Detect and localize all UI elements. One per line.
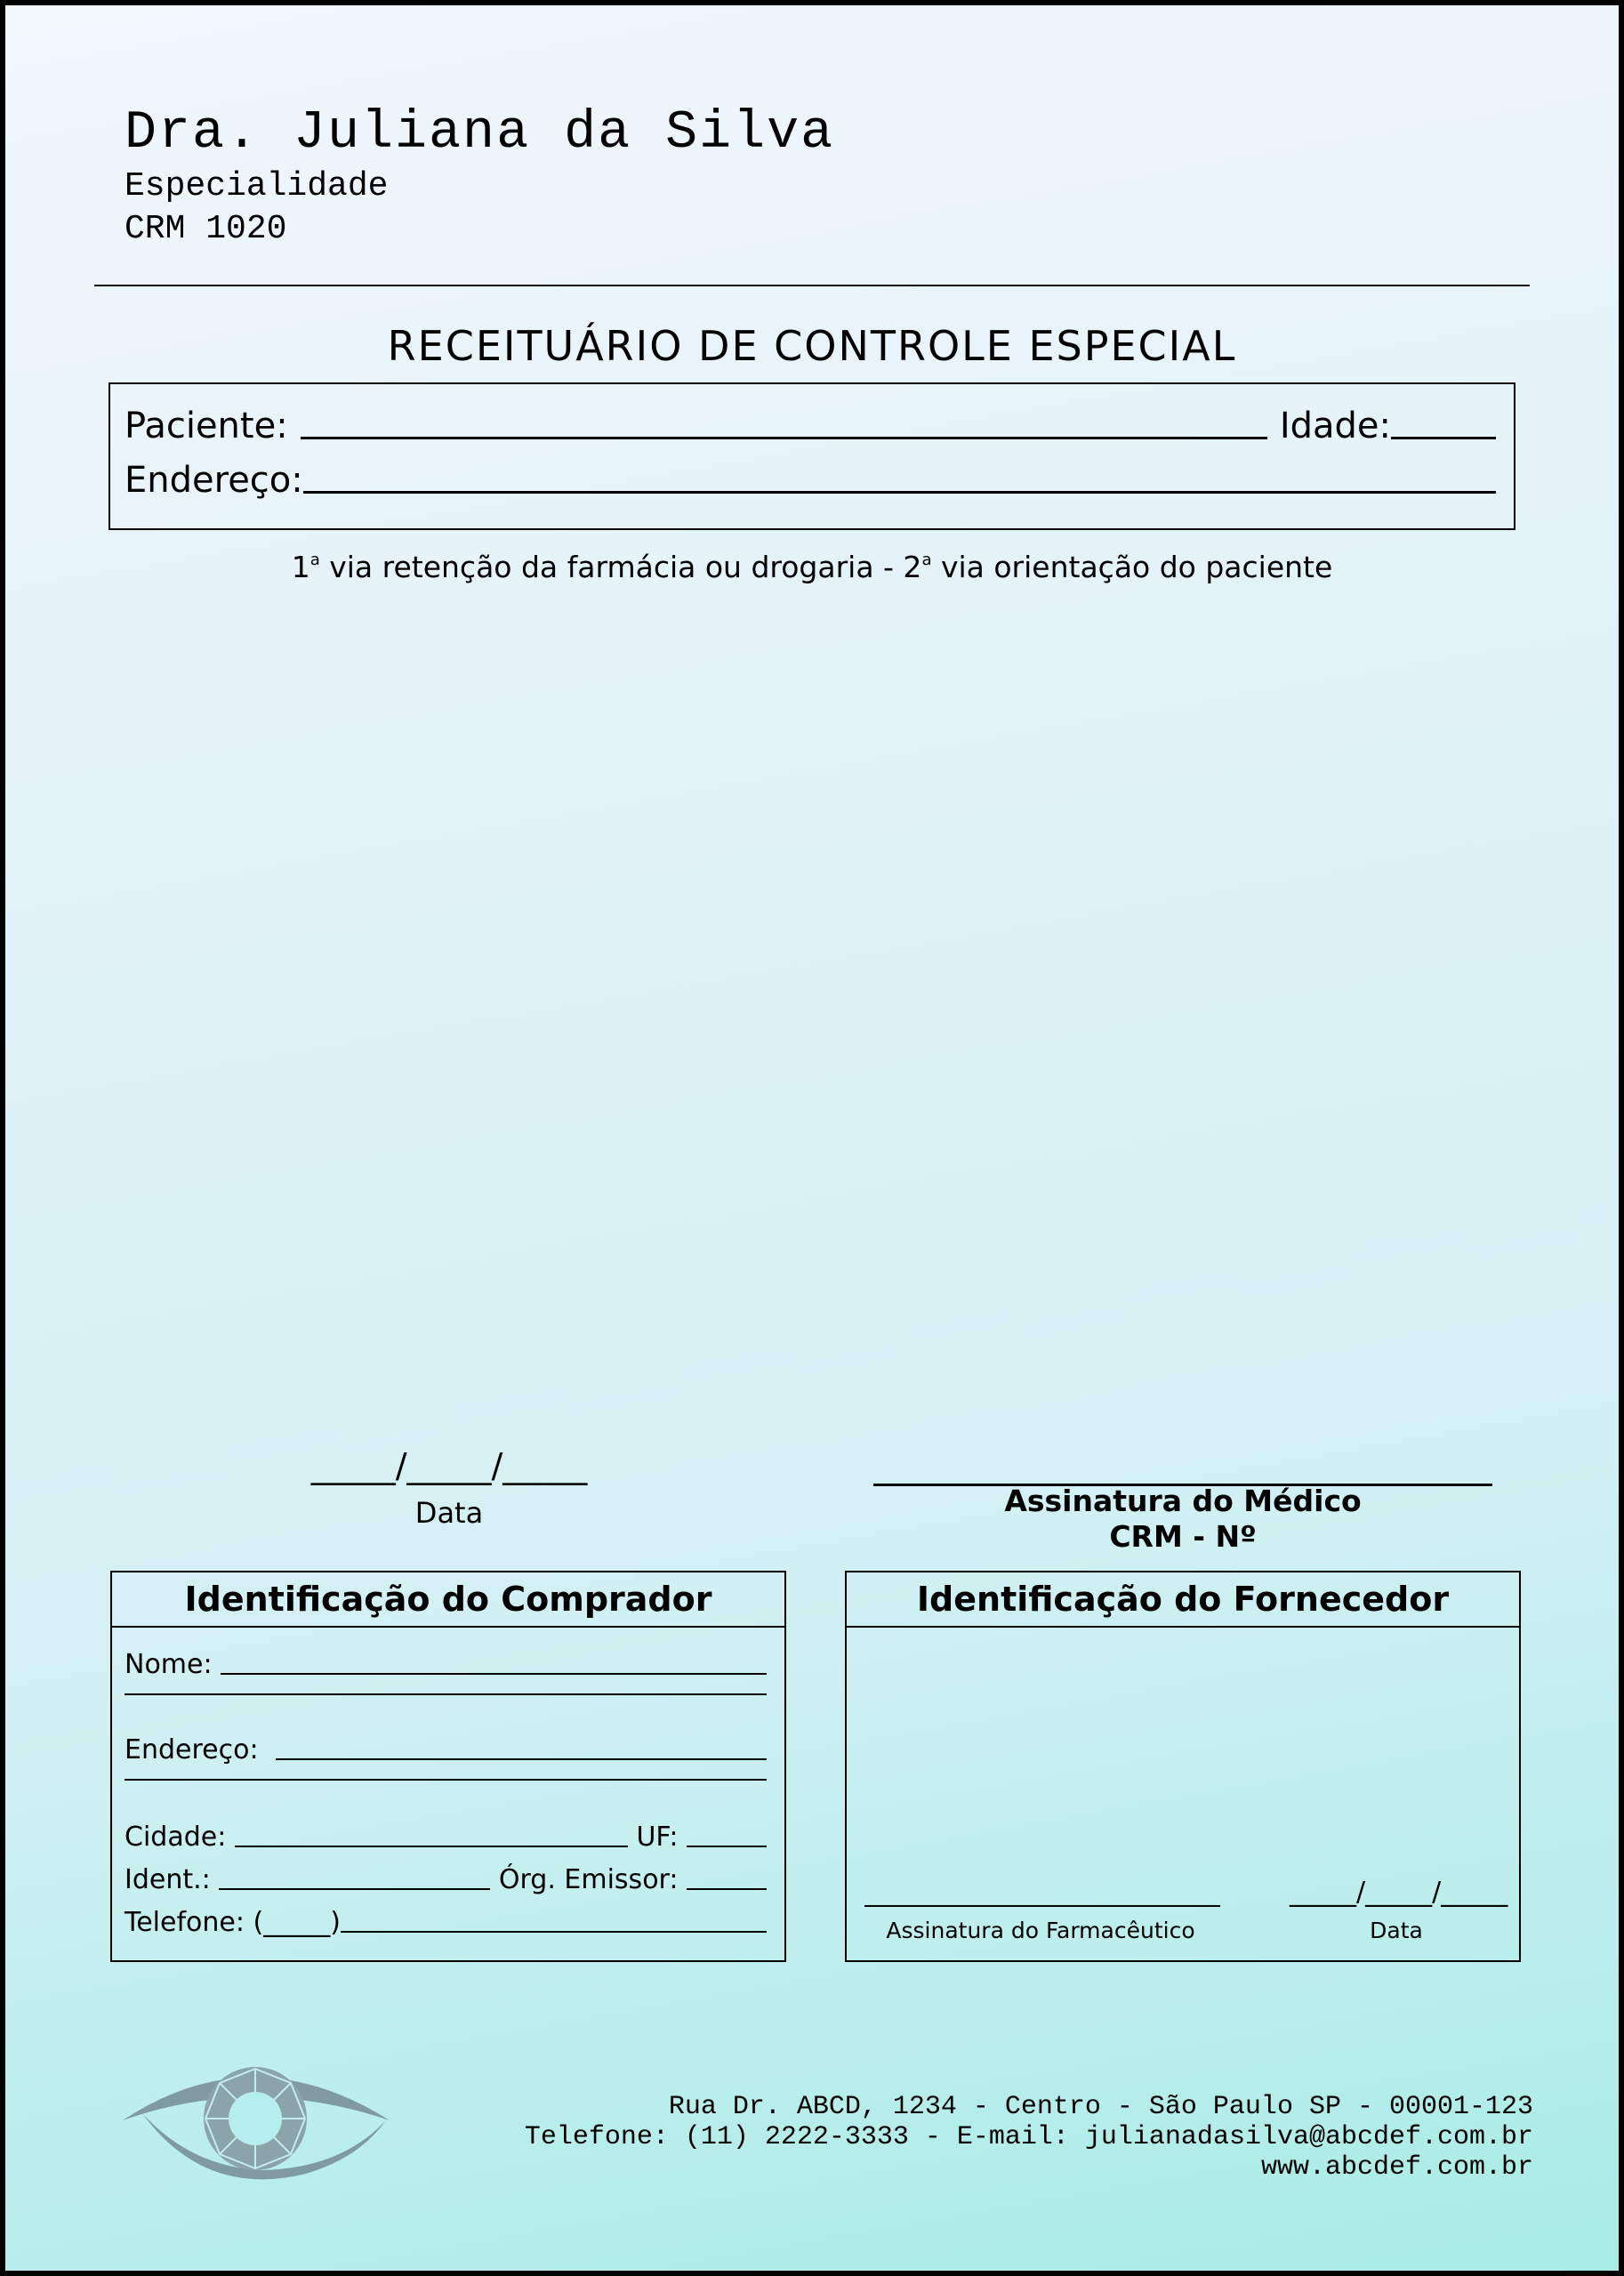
buyer-ident-row [125, 1864, 767, 1895]
doctor-crm: CRM 1020 [125, 210, 287, 248]
doctor-crm-label: CRM - Nº [1109, 1519, 1257, 1554]
pharmacist-signature-line[interactable] [864, 1905, 1220, 1907]
via-first-superscript: a [310, 551, 320, 569]
footer-contact: Telefone: (11) 2222-3333 - E-mail: julianadasilva@abcdef.com.br [524, 2122, 1533, 2152]
eye-logo-icon [119, 2056, 391, 2190]
footer-website[interactable]: www.abcdef.com.br [1260, 2152, 1533, 2183]
patient-name-blank[interactable] [301, 437, 1267, 439]
buyer-city-label: Cidade: [125, 1822, 235, 1853]
buyer-issuer-blank[interactable] [687, 1888, 767, 1890]
address-label: Endereço: [125, 460, 303, 501]
buyer-title: Identificação do Comprador [112, 1572, 784, 1628]
buyer-name-row-2 [125, 1693, 767, 1701]
doctor-specialty: Especialidade [125, 167, 389, 205]
patient-label: Paciente: [125, 406, 288, 446]
via-first-text: via retenção da farmácia ou drogaria - 2 [319, 550, 922, 584]
buyer-name-blank[interactable] [221, 1673, 767, 1675]
form-title: RECEITUÁRIO DE CONTROLE ESPECIAL [387, 322, 1237, 370]
buyer-address-blank[interactable] [276, 1758, 767, 1760]
date-label: Data [414, 1496, 484, 1530]
supplier-date-label: Data [1370, 1918, 1423, 1943]
buyer-phone-blank[interactable] [341, 1931, 767, 1933]
via-second-text: via orientação do paciente [931, 550, 1333, 584]
age-blank[interactable] [1391, 437, 1496, 439]
via-note [5, 550, 1619, 584]
via-first-number: 1 [291, 550, 310, 584]
buyer-address-label: Endereço: [125, 1734, 276, 1765]
doctor-signature-label: Assinatura do Médico [1004, 1484, 1362, 1518]
buyer-issuer-label: Órg. Emissor: [490, 1864, 687, 1895]
patient-box [109, 382, 1515, 530]
address-blank[interactable] [303, 491, 1496, 494]
header-divider [94, 285, 1530, 286]
buyer-uf-label: UF: [627, 1822, 687, 1853]
buyer-city-blank[interactable] [235, 1846, 628, 1847]
buyer-ident-label: Ident.: [125, 1864, 220, 1895]
doctor-name: Dra. Juliana da Silva [125, 103, 835, 164]
buyer-uf-blank[interactable] [687, 1846, 767, 1847]
buyer-phone-row [125, 1907, 767, 1938]
buyer-address-row-2 [125, 1779, 767, 1786]
buyer-city-row [125, 1822, 767, 1853]
via-second-superscript: a [921, 551, 932, 569]
footer-address: Rua Dr. ABCD, 1234 - Centro - São Paulo SP - 00001-123 [668, 2092, 1533, 2122]
buyer-phone-label: Telefone: (_____) [125, 1907, 341, 1938]
buyer-address-row [125, 1734, 767, 1765]
buyer-name-label: Nome: [125, 1649, 221, 1680]
buyer-box [110, 1571, 786, 1962]
buyer-ident-blank[interactable] [219, 1888, 490, 1890]
buyer-address-blank-2[interactable] [125, 1779, 767, 1781]
supplier-title: Identificação do Fornecedor [847, 1572, 1519, 1628]
pharmacist-signature-label: Assinatura do Farmacêutico [886, 1918, 1195, 1943]
buyer-name-blank-2[interactable] [125, 1693, 767, 1695]
address-row [125, 460, 1496, 501]
patient-row [125, 406, 1496, 446]
supplier-date-blanks[interactable]: _____/_____/_____ [1290, 1877, 1508, 1908]
age-label: Idade: [1279, 406, 1391, 446]
date-blanks[interactable]: _____/_____/_____ [310, 1446, 588, 1485]
buyer-name-row [125, 1649, 767, 1680]
